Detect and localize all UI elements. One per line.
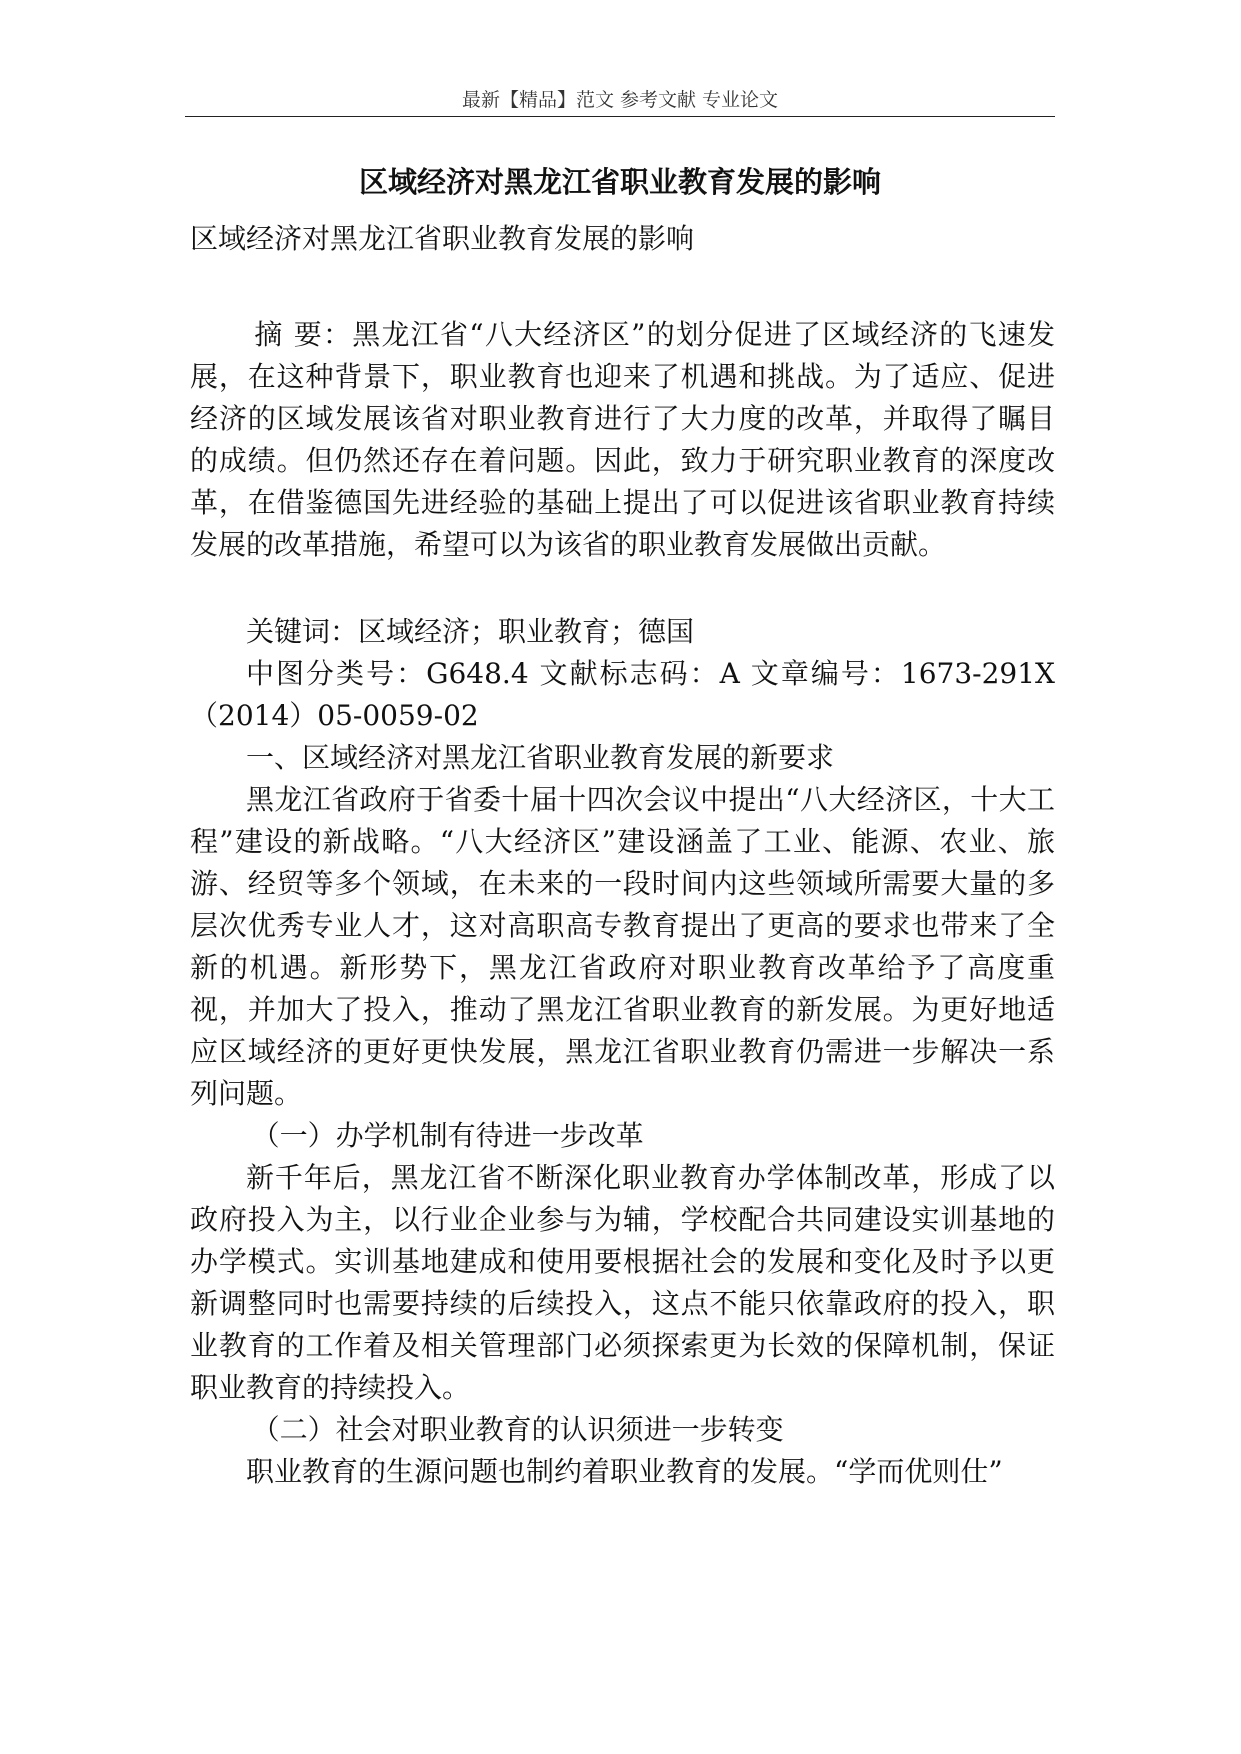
header-divider <box>185 116 1055 117</box>
abstract-paragraph: 摘 要：黑龙江省“八大经济区”的划分促进了区域经济的飞速发展，在这种背景下，职业教育也迎来了机遇和挑战。为了适应、促进经济的区域发展该省对职业教育进行了大力度的改革，并取得了瞩目的成绩。但仍然还存在着问题。因此，致力于研究职业教育的深度改革，在借鉴德国先进经验的基础上提出了可以促进该省职业教育持续发展的改革措施，希望可以为该省的职业教育发展做出贡献。 <box>190 318 1055 561</box>
document-subtitle: 区域经济对黑龙江省职业教育发展的影响 <box>190 222 695 255</box>
classification-line: 中图分类号：G648.4 文献标志码：A 文章编号：1673-291X（2014）05-0059-02 <box>190 657 1055 732</box>
document-body <box>190 218 1055 1493</box>
page-header: 最新【精品】范文 参考文献 专业论文 <box>461 89 779 111</box>
spacer <box>190 260 1055 314</box>
subsection-1-paragraph: 新千年后，黑龙江省不断深化职业教育办学体制改革，形成了以政府投入为主，以行业企业参与为辅，学校配合共同建设实训基地的办学模式。实训基地建成和使用要根据社会的发展和变化及时予以更新调整同时也需要持续的后续投入，这点不能只依靠政府的投入，职业教育的工作着及相关管理部门必须探索更为长效的保障机制，保证职业教育的持续投入。 <box>190 1161 1055 1404</box>
subsection-2-paragraph: 职业教育的生源问题也制约着职业教育的发展。“学而优则仕” <box>246 1455 1003 1488</box>
subsection-2-heading: （二）社会对职业教育的认识须进一步转变 <box>251 1413 784 1446</box>
section-1-paragraph: 黑龙江省政府于省委十届十四次会议中提出“八大经济区，十大工程”建设的新战略。“八大经济区”建设涵盖了工业、能源、农业、旅游、经贸等多个领域，在未来的一段时间内这些领域所需要大量的多层次优秀专业人才，这对高职高专教育提出了更高的要求也带来了全新的机遇。新形势下，黑龙江省政府对职业教育改革给予了高度重视，并加大了投入，推动了黑龙江省职业教育的新发展。为更好地适应区域经济的更好更快发展，黑龙江省职业教育仍需进一步解决一系列问题。 <box>190 783 1055 1110</box>
document-title: 区域经济对黑龙江省职业教育发展的影响 <box>358 165 881 199</box>
spacer <box>190 566 1055 611</box>
subsection-1-heading: （一）办学机制有待进一步改革 <box>251 1119 644 1152</box>
keywords-line: 关键词：区域经济；职业教育；德国 <box>246 615 695 648</box>
section-1-heading: 一、区域经济对黑龙江省职业教育发展的新要求 <box>246 741 835 774</box>
